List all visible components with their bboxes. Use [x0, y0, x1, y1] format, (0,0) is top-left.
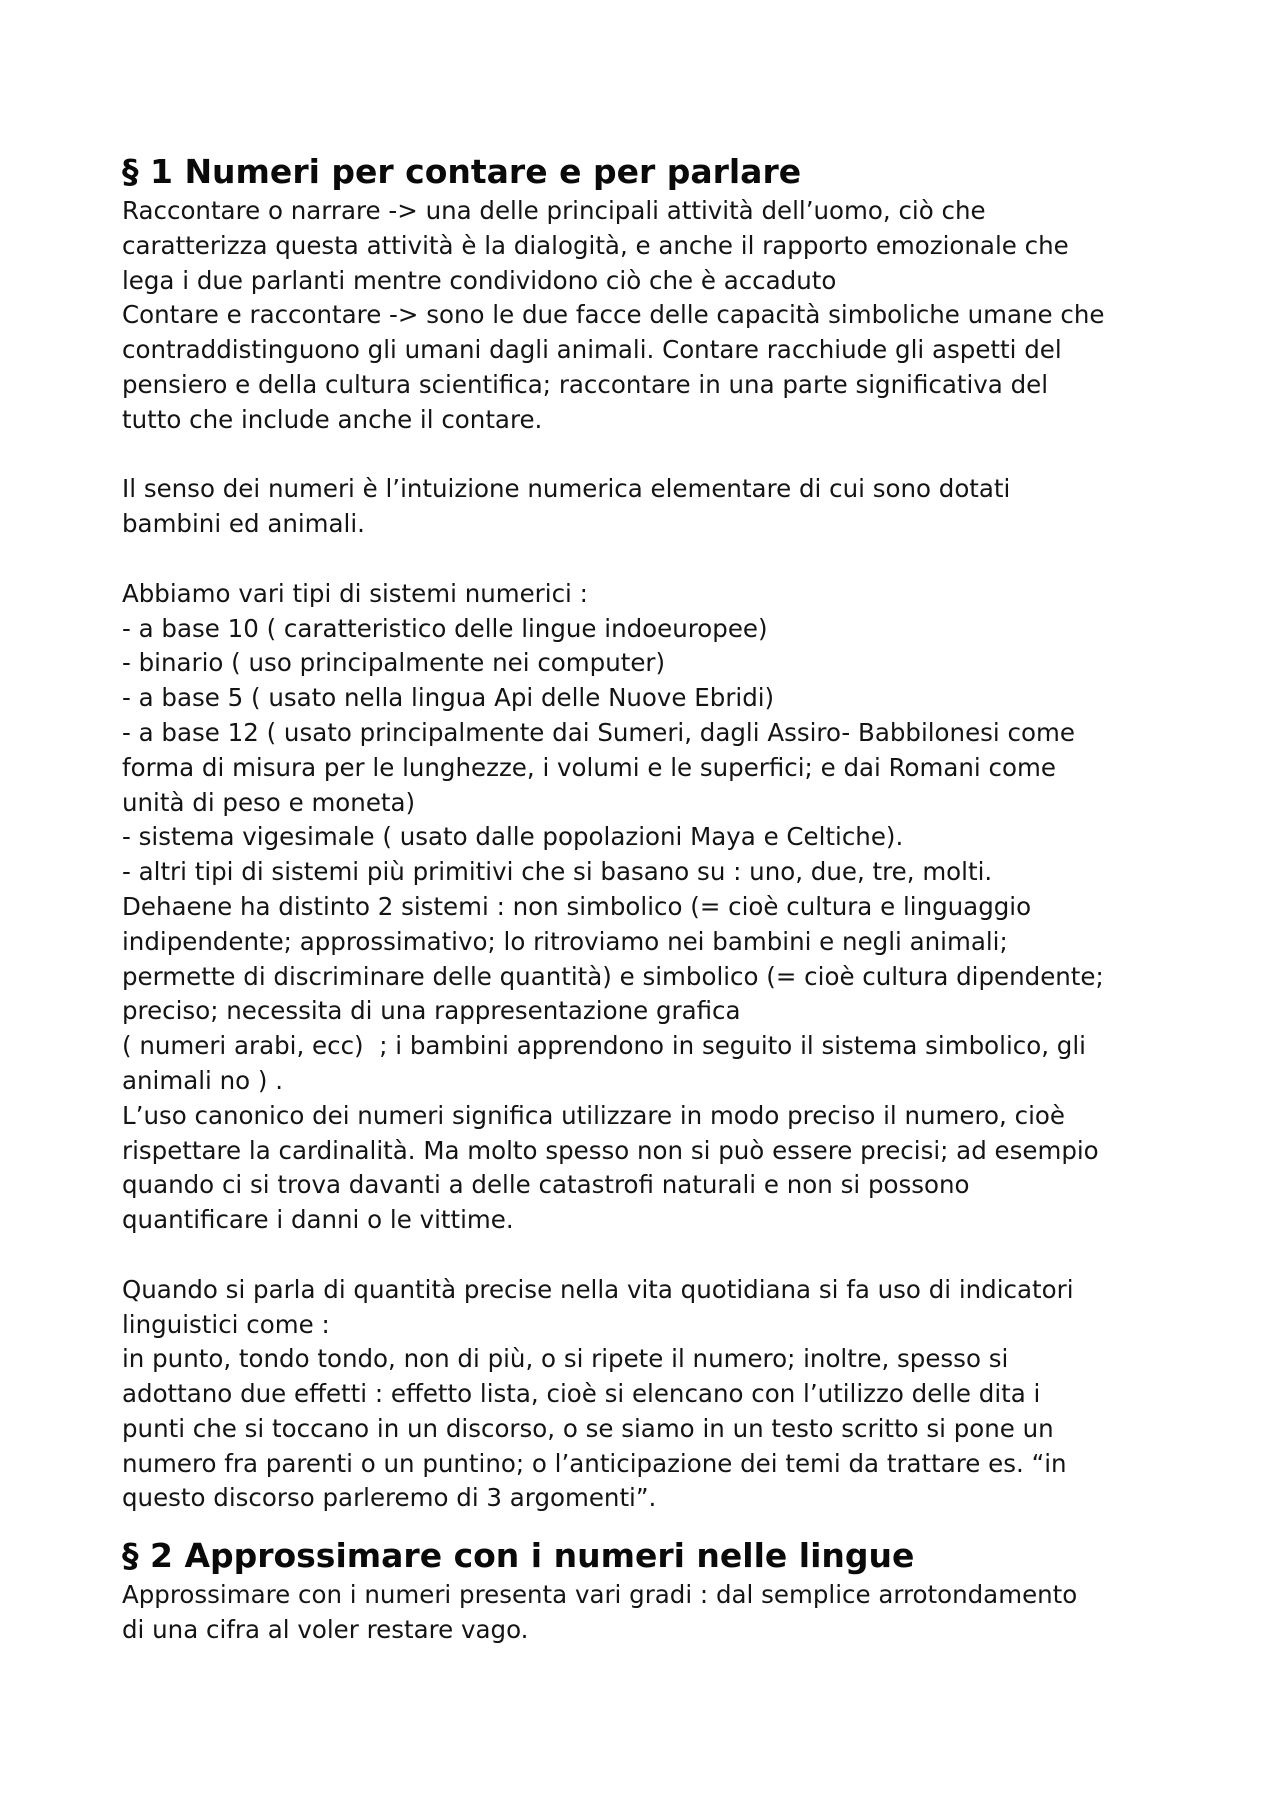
section-1-paragraph-3 [122, 577, 1172, 1238]
text-line: bambini ed animali. [122, 509, 365, 539]
text-line: rispettare la cardinalità. Ma molto spesso non si può essere precisi; ad esempio [122, 1135, 1099, 1165]
text-line: unità di peso e moneta) [122, 787, 416, 817]
paragraph-spacer [122, 1238, 1172, 1273]
text-line: Abbiamo vari tipi di sistemi numerici : [122, 578, 588, 608]
text-line: linguistici come : [122, 1309, 330, 1339]
text-line: Approssimare con i numeri presenta vari gradi : dal semplice arrotondamento [122, 1580, 1078, 1610]
list-item: - a base 12 ( usato principalmente dai Sumeri, dagli Assiro- Babbilonesi come [122, 717, 1075, 747]
text-line: ( numeri arabi, ecc) ; i bambini apprendono in seguito il sistema simbolico, gli [122, 1031, 1086, 1061]
text-line: preciso; necessita di una rappresentazione grafica [122, 996, 741, 1026]
list-item: - binario ( uso principalmente nei computer) [122, 648, 666, 678]
text-line: quando ci si trova davanti a delle catastrofi naturali e non si possono [122, 1170, 970, 1200]
text-line: Il senso dei numeri è l’intuizione numerica elementare di cui sono dotati [122, 474, 1011, 504]
text-line: numero fra parenti o un puntino; o l’anticipazione dei temi da trattare es. “in [122, 1448, 1067, 1478]
list-item: - altri tipi di sistemi più primitivi che si basano su : uno, due, tre, molti. [122, 857, 993, 887]
text-line: di una cifra al voler restare vago. [122, 1615, 529, 1645]
text-line: L’uso canonico dei numeri significa utilizzare in modo preciso il numero, cioè [122, 1100, 1065, 1130]
text-line: Quando si parla di quantità precise nella vita quotidiana si fa uso di indicatori [122, 1274, 1074, 1304]
text-line: animali no ) . [122, 1065, 284, 1095]
section-2-paragraph-1 [122, 1578, 1172, 1648]
text-line: indipendente; approssimativo; lo ritroviamo nei bambini e negli animali; [122, 926, 1008, 956]
section-2 [122, 1534, 1172, 1648]
text-line: contraddistinguono gli umani dagli animali. Contare racchiude gli aspetti del [122, 335, 1062, 365]
text-line: questo discorso parleremo di 3 argomenti”. [122, 1483, 657, 1513]
section-1-paragraph-4 [122, 1273, 1172, 1517]
paragraph-spacer [122, 542, 1172, 577]
text-line: Dehaene ha distinto 2 sistemi : non simbolico (= cioè cultura e linguaggio [122, 891, 1032, 921]
section-1-paragraph-1 [122, 194, 1172, 438]
text-line: quantificare i danni o le vittime. [122, 1205, 514, 1235]
text-line: forma di misura per le lunghezze, i volumi e le superfici; e dai Romani come [122, 752, 1056, 782]
list-item: - a base 5 ( usato nella lingua Api delle Nuove Ebridi) [122, 683, 775, 713]
list-item: - a base 10 ( caratteristico delle lingue indoeuropee) [122, 613, 768, 643]
text-line: Contare e raccontare -> sono le due facce delle capacità simboliche umane che [122, 300, 1105, 330]
section-2-heading: § 2 Approssimare con i numeri nelle lingue [122, 1536, 915, 1576]
text-line: lega i due parlanti mentre condividono ciò che è accaduto [122, 265, 837, 295]
text-line: adottano due effetti : effetto lista, cioè si elencano con l’utilizzo delle dita i [122, 1379, 1041, 1409]
text-line: in punto, tondo tondo, non di più, o si ripete il numero; inoltre, spesso si [122, 1344, 1009, 1374]
text-line: pensiero e della cultura scientifica; raccontare in una parte significativa del [122, 369, 1048, 399]
paragraph-spacer [122, 438, 1172, 473]
text-line: permette di discriminare delle quantità) e simbolico (= cioè cultura dipendente; [122, 961, 1104, 991]
section-1-paragraph-2 [122, 472, 1172, 542]
text-line: punti che si toccano in un discorso, o se siamo in un testo scritto si pone un [122, 1413, 1054, 1443]
text-line: Raccontare o narrare -> una delle principali attività dell’uomo, ciò che [122, 196, 986, 225]
text-line: caratterizza questa attività è la dialogità, e anche il rapporto emozionale che [122, 230, 1069, 260]
section-1-heading: § 1 Numeri per contare e per parlare [122, 152, 802, 191]
text-line: tutto che include anche il contare. [122, 404, 543, 434]
list-item: - sistema vigesimale ( usato dalle popolazioni Maya e Celtiche). [122, 822, 904, 852]
document-body [122, 150, 1172, 1648]
